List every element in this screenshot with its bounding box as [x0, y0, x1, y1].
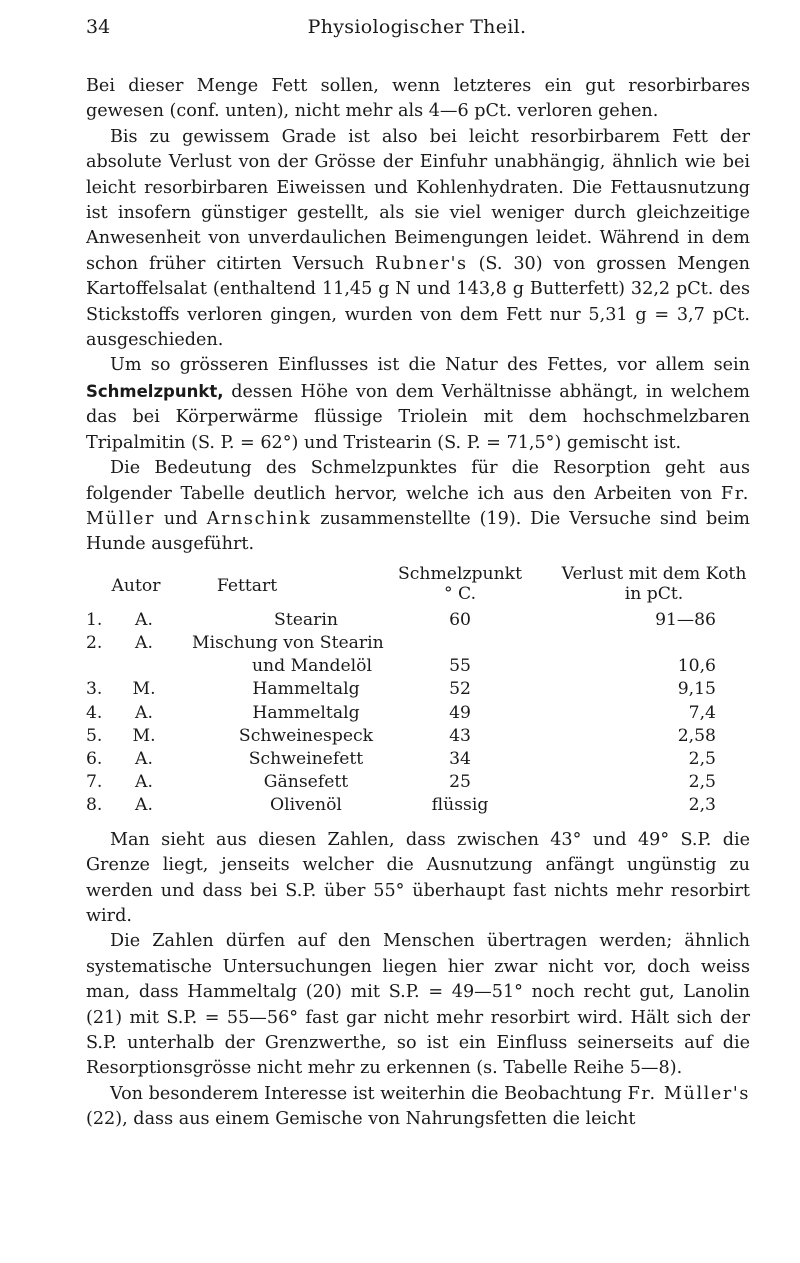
paragraph-4-part-a: Die Bedeutung des Schmelzpunktes für die Resorption geht aus folgender Tabelle deutlich hervor, welche ich aus den Arbeiten von — [86, 458, 750, 504]
table-cell-autor: A. — [135, 609, 153, 630]
paragraph-2 — [86, 125, 750, 354]
table-cell-verlust: 2,58 — [677, 725, 716, 746]
table-cell-fettart: Olivenöl — [270, 795, 342, 816]
paragraph-7-part-a: Von besonderem Interesse ist weiterhin die Beobachtung — [110, 1083, 628, 1104]
table-cell-fettart: Mischung von Stearin — [192, 632, 384, 653]
table-cell-number: 6. — [86, 748, 103, 769]
paragraph-7 — [86, 1082, 750, 1133]
header-verlust — [548, 564, 760, 604]
author-name-arnschink: Arnschink — [206, 508, 312, 529]
author-name-rubner: Rubner's — [375, 253, 468, 274]
paragraph-3 — [86, 353, 750, 456]
table-cell-number: 1. — [86, 609, 103, 630]
paragraph-4 — [86, 456, 750, 558]
table-cell-number: 8. — [86, 795, 103, 816]
author-name-mueller: Fr. Müller — [86, 483, 750, 529]
table-cell-verlust: 91—86 — [655, 609, 716, 630]
table-cell-verlust: 9,15 — [677, 679, 716, 700]
header-schmelzpunkt-line1: Schmelzpunkt — [398, 563, 522, 584]
table-cell-fettart: Hammeltalg — [252, 679, 360, 700]
author-name-mueller-2: Fr. Müller's — [627, 1083, 750, 1104]
table-cell-schmelzpunkt: 34 — [449, 748, 471, 769]
table-cell-schmelzpunkt: 43 — [449, 725, 471, 746]
table-cell-schmelzpunkt: 52 — [449, 679, 471, 700]
body-text — [86, 74, 750, 1133]
table-cell-autor: M. — [132, 679, 156, 700]
table-cell-verlust: 2,5 — [688, 772, 716, 793]
table-cell-number: 4. — [86, 702, 103, 723]
header-schmelzpunkt-line2: ° C. — [443, 583, 477, 604]
table-cell-verlust: 2,5 — [688, 748, 716, 769]
table-cell-autor: A. — [135, 632, 153, 653]
page-number: 34 — [86, 16, 111, 38]
term-schmelzpunkt: Schmelzpunkt, — [86, 381, 224, 401]
paragraph-7-part-b: (22), dass aus einem Gemische von Nahrungsfetten die leicht — [86, 1109, 636, 1130]
running-title: Physiologischer Theil. — [307, 16, 527, 38]
fat-resorption-table — [86, 564, 750, 824]
table-cell-number: 5. — [86, 725, 103, 746]
table-cell-fettart: Gänsefett — [263, 772, 349, 793]
header-autor: Autor — [111, 575, 161, 596]
table-cell-schmelzpunkt: 60 — [449, 609, 471, 630]
table-cell-fettart: Stearin — [274, 609, 338, 630]
header-schmelzpunkt — [385, 564, 535, 604]
table-cell-schmelzpunkt: 25 — [449, 772, 471, 793]
paragraph-4-part-b: zusammenstellte (19). Die Versuche sind beim Hunde ausgeführt. — [86, 508, 750, 555]
header-verlust-line1: Verlust mit dem Koth — [561, 563, 747, 584]
table-cell-number: 2. — [86, 632, 103, 653]
paragraph-4-mid: und — [155, 508, 207, 529]
table-cell-fettart: Hammeltalg — [252, 702, 360, 723]
table-cell-verlust: 7,4 — [688, 702, 716, 723]
header-fettart: Fettart — [216, 575, 278, 596]
table-cell-schmelzpunkt: 55 — [449, 656, 471, 677]
table-cell-fettart-line2: und Mandelöl — [251, 656, 373, 677]
paragraph-5: Man sieht aus diesen Zahlen, dass zwischen 43° und 49° S.P. die Grenze liegt, jenseits welcher die Ausnutzung anfängt ungünstig zu werden und dass bei S.P. über 55° überhaupt fast nichts mehr resorbirt wird. — [86, 829, 750, 926]
header-verlust-line2: in pCt. — [624, 583, 684, 604]
table-cell-verlust: 10,6 — [677, 656, 716, 677]
table-cell-number: 3. — [86, 679, 103, 700]
paragraph-3-part-b: dessen Höhe von dem Verhältnisse abhängt, in welchem das bei Körperwärme flüssige Triolein mit dem hochschmelzbaren Tripalmitin (S. P. = 62°) und Tristearin (S. P. = 71,5°) gemischt ist. — [86, 381, 750, 453]
page-header — [86, 16, 748, 50]
table-cell-fettart: Schweinespeck — [238, 725, 374, 746]
paragraph-2-part-a: Bis zu gewissem Grade ist also bei leicht resorbirbarem Fett der absolute Verlust von der Grösse der Einfuhr unabhängig, ähnlich wie bei leicht resorbirbaren Eiweissen und Kohlenhydraten. Die Fettausnutzung ist insofern günstiger gestellt, als sie viel weniger durch gleichzeitige Anwesenheit von unverdaulichen Beimengungen leidet. Während in dem schon früher citirten Versuch — [86, 126, 750, 274]
paragraph-3-part-a: Um so grösseren Einflusses ist die Natur des Fettes, vor allem sein — [110, 355, 750, 376]
paragraph-6: Die Zahlen dürfen auf den Menschen übertragen werden; ähnlich systematische Untersuchungen liegen hier zwar nicht vor, doch weiss man, dass Hammeltalg (20) mit S.P. = 49—51° noch recht gut, Lanolin (21) mit S.P. = 55—56° fast gar nicht mehr resorbirt wird. Hält sich der S.P. unterhalb der Grenzwerthe, so ist ein Einfluss seinerseits auf die Resorptionsgrösse nicht mehr zu erkennen (s. Tabelle Reihe 5—8). — [86, 931, 750, 1079]
paragraph-2-part-b: (S. 30) von grossen Mengen Kartoffelsalat (enthaltend 11,45 g N und 143,8 g Butterfett) 32,2 pCt. des Stickstoffs verloren gingen, wurden von dem Fett nur 5,31 g = 3,7 pCt. ausgeschieden. — [86, 253, 750, 351]
table-cell-autor: A. — [135, 748, 153, 769]
table-cell-verlust: 2,3 — [688, 795, 716, 816]
paragraph-1: Bei dieser Menge Fett sollen, wenn letzteres ein gut resorbirbares gewesen (conf. unten), nicht mehr als 4—6 pCt. verloren gehen. — [86, 76, 750, 122]
table-cell-autor: A. — [135, 795, 153, 816]
table-cell-autor: M. — [132, 725, 156, 746]
table-cell-autor: A. — [135, 702, 153, 723]
table-cell-schmelzpunkt: 49 — [449, 702, 471, 723]
table-cell-schmelzpunkt: flüssig — [431, 795, 489, 816]
table-cell-number: 7. — [86, 772, 103, 793]
table-cell-autor: A. — [135, 772, 153, 793]
table-cell-fettart: Schweinefett — [248, 748, 364, 769]
